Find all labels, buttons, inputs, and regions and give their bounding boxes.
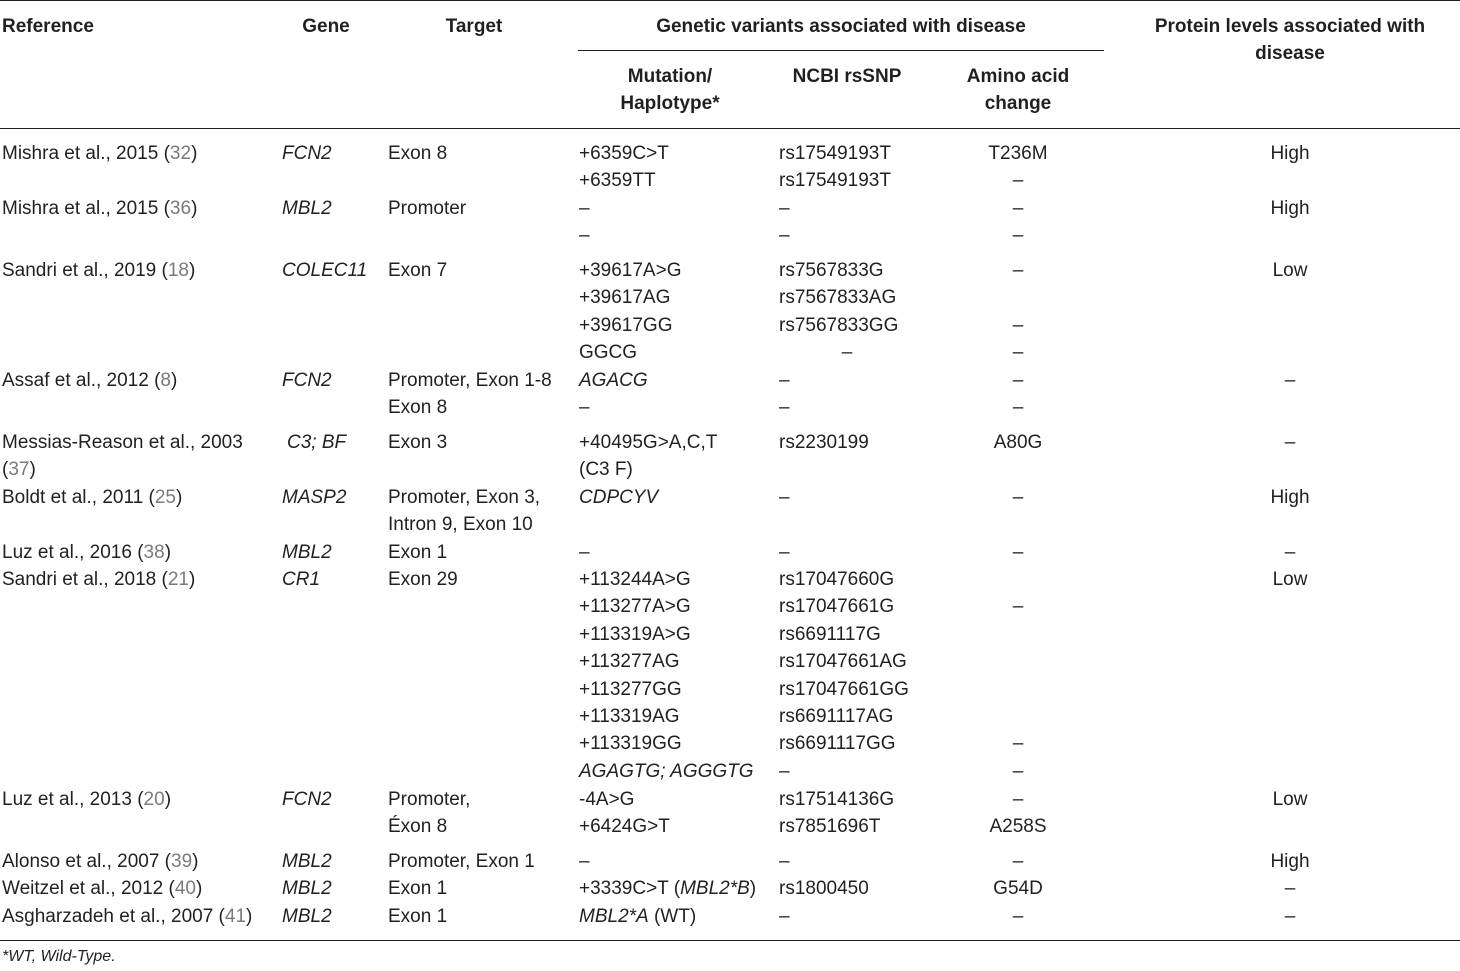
ncbi-cell: – [779, 542, 790, 563]
amino-acid-cell: T236M [988, 143, 1048, 164]
mutation-part: ) [749, 878, 757, 899]
mutation-cell: +6424G>T [579, 816, 670, 838]
citation-link[interactable]: 38 [143, 542, 165, 563]
amino-acid-cell: – [1012, 851, 1024, 872]
gene-cell: MBL2 [282, 878, 332, 899]
header-mutation [580, 63, 760, 117]
reference-cell [2, 903, 252, 930]
amino-acid-cell: A258S [989, 816, 1047, 838]
reference-cell [2, 539, 171, 566]
amino-acid-cell: A80G [993, 432, 1043, 453]
ncbi-cell: – [779, 487, 790, 508]
variants-underline [578, 50, 1104, 51]
mutation-cell: +6359TT [579, 170, 656, 192]
ncbi-cell: rs6691117G [779, 623, 881, 645]
amino-acid-cell: – [1012, 198, 1024, 219]
citation-link[interactable]: 18 [167, 260, 189, 281]
reference-text: Assaf et al., 2012 ( [2, 370, 161, 391]
citation-link[interactable]: 40 [174, 878, 196, 899]
citation-close: ) [246, 906, 253, 927]
mutation-cell: – [579, 225, 590, 247]
amino-acid-cell: – [1012, 906, 1024, 927]
header-amino-text: Amino acid change [966, 66, 1070, 114]
reference-cell [2, 195, 197, 222]
protein-level-cell: High [1270, 851, 1310, 872]
target-cell: Exon 3 [388, 432, 448, 453]
amino-acid-cell: – [1012, 760, 1024, 782]
citation-link[interactable]: 41 [224, 906, 247, 927]
header-protein-text: Protein levels associated with disease [1154, 16, 1426, 64]
reference-cell [2, 786, 171, 813]
mutation-cell: +40495G>A,C,T [579, 432, 718, 453]
protein-level-cell: – [1284, 542, 1296, 563]
gene-cell: FCN2 [282, 143, 332, 164]
target-cell: Promoter, Exon 1-8 Exon 8 [388, 370, 552, 419]
reference-text: Boldt et al., 2011 ( [2, 487, 155, 508]
mutation-cell: +113277GG [579, 678, 682, 700]
protein-level-cell: – [1284, 432, 1296, 453]
protein-level-cell: Low [1272, 789, 1308, 810]
amino-acid-cell: – [1012, 370, 1024, 391]
ncbi-cell: rs7567833GG [779, 314, 899, 336]
gene-cell: MBL2 [282, 542, 332, 563]
reference-text: Weitzel et al., 2012 ( [2, 878, 175, 899]
mutation-part: MBL2*B [680, 878, 750, 899]
citation-close: ) [191, 143, 198, 164]
ncbi-cell: rs2230199 [779, 432, 869, 453]
header-gene: Gene [302, 16, 350, 37]
gene-cell: MBL2 [282, 851, 332, 872]
target-cell: Exon 1 [388, 542, 448, 563]
protein-level-cell: – [1284, 878, 1296, 899]
target-cell: Exon 8 [388, 143, 448, 164]
target-cell: Exon 29 [388, 569, 458, 590]
mutation-cell [579, 875, 756, 902]
citation-link[interactable]: 21 [167, 569, 189, 590]
header-bottom-rule [0, 128, 1460, 129]
mutation-cell: – [579, 397, 590, 419]
citation-close: ) [164, 542, 172, 563]
ncbi-cell: – [779, 370, 790, 391]
mutation-cell: +113319AG [579, 706, 680, 727]
ncbi-cell: rs1800450 [779, 878, 869, 899]
header-amino [938, 63, 1098, 117]
header-protein [1120, 13, 1460, 67]
protein-level-cell: High [1270, 143, 1310, 164]
citation-close: ) [188, 569, 196, 590]
amino-acid-cell: – [1012, 314, 1024, 336]
ncbi-cell: – [841, 342, 853, 364]
protein-level-cell: – [1284, 370, 1296, 391]
ncbi-cell: rs17514136G [779, 789, 895, 810]
table-bottom-rule [0, 940, 1460, 941]
target-cell: Exon 1 [388, 878, 448, 899]
ncbi-cell: – [779, 851, 790, 872]
ncbi-cell: rs6691117GG [779, 733, 896, 755]
reference-cell [2, 429, 243, 484]
citation-close: ) [175, 487, 183, 508]
protein-level-cell: Low [1272, 260, 1308, 281]
citation-link[interactable]: 8 [160, 370, 171, 391]
reference-cell [2, 484, 182, 511]
mutation-cell: +39617A>G [579, 260, 682, 281]
target-cell: Promoter [388, 198, 467, 219]
mutation-part: +3339C>T ( [579, 878, 681, 899]
mutation-cell: +113319A>G [579, 623, 691, 645]
header-genetic-variants: Genetic variants associated with disease [656, 16, 1026, 37]
mutation-part: MBL2*A [579, 906, 649, 927]
mutation-cell: (C3 F) [579, 459, 633, 481]
amino-acid-cell: – [1012, 397, 1024, 419]
citation-close: ) [164, 789, 172, 810]
mutation-cell: GGCG [579, 342, 638, 364]
gene-cell: COLEC11 [282, 260, 368, 281]
mutation-cell: – [579, 198, 590, 219]
mutation-cell: +39617AG [579, 287, 671, 309]
citation-link[interactable]: 36 [169, 198, 192, 219]
reference-text: Asgharzadeh et al., 2007 ( [2, 906, 225, 927]
ncbi-cell: rs7567833G [779, 260, 884, 281]
gene-cell: MBL2 [282, 198, 332, 219]
amino-acid-cell: – [1012, 542, 1024, 563]
ncbi-cell: rs17047661GG [779, 678, 909, 700]
citation-close: ) [196, 878, 203, 899]
ncbi-cell: rs17549193T [779, 170, 891, 192]
target-cell: Promoter, Exon 3, Intron 9, Exon 10 [388, 487, 541, 536]
header-reference: Reference [2, 16, 94, 37]
mutation-cell: – [579, 542, 590, 563]
mutation-cell: AGAGTG; AGGGTG [579, 760, 754, 782]
ncbi-cell: rs17047661AG [779, 651, 907, 673]
top-rule [0, 0, 1460, 1]
header-target: Target [445, 16, 503, 37]
mutation-cell: +113319GG [579, 733, 682, 755]
ncbi-cell: – [779, 225, 790, 247]
mutation-cell: -4A>G [579, 789, 635, 810]
ncbi-cell: – [779, 906, 790, 927]
reference-text: Luz et al., 2016 ( [2, 542, 144, 563]
target-cell: Promoter, Éxon 8 [388, 789, 471, 838]
mutation-cell: +113277AG [579, 651, 680, 673]
reference-cell [2, 848, 198, 875]
gene-cell: CR1 [282, 569, 321, 590]
mutation-part: (WT) [648, 906, 697, 927]
ncbi-cell: rs17549193T [779, 143, 891, 164]
amino-acid-cell: – [1012, 596, 1024, 618]
ncbi-cell: rs7851696T [779, 816, 881, 838]
citation-link[interactable]: 20 [143, 789, 165, 810]
mutation-cell: +113244A>G [579, 569, 691, 590]
citation-close: ) [29, 459, 36, 481]
header-mutation-text: Mutation/ Haplotype* [620, 66, 720, 114]
mutation-cell [579, 903, 696, 930]
reference-text: Mishra et al., 2015 ( [2, 198, 170, 219]
mutation-cell: – [579, 851, 590, 872]
amino-acid-cell: – [1012, 487, 1024, 508]
citation-link[interactable]: 32 [169, 143, 192, 164]
mutation-cell: +39617GG [579, 314, 673, 336]
reference-text: Mishra et al., 2015 ( [2, 143, 170, 164]
citation-link[interactable]: 25 [154, 487, 176, 508]
citation-close: ) [191, 198, 198, 219]
ncbi-cell: – [779, 760, 790, 782]
citation-link[interactable]: 37 [8, 459, 30, 481]
mutation-cell: +6359C>T [579, 143, 669, 164]
gene-cell: MASP2 [282, 487, 347, 508]
citation-close: ) [188, 260, 196, 281]
citation-link[interactable]: 39 [171, 851, 193, 872]
mutation-cell: +113277A>G [579, 596, 691, 618]
reference-cell [2, 566, 195, 593]
amino-acid-cell: – [1012, 225, 1024, 247]
gene-cell: FCN2 [282, 789, 332, 810]
target-cell: Promoter, Exon 1 [388, 851, 535, 872]
reference-text: Sandri et al., 2019 ( [2, 260, 168, 281]
reference-text: Alonso et al., 2007 ( [2, 851, 171, 872]
protein-level-cell: – [1284, 906, 1296, 927]
protein-level-cell: Low [1272, 569, 1308, 590]
reference-cell [2, 367, 177, 394]
amino-acid-cell: – [1012, 342, 1024, 364]
amino-acid-cell: – [1012, 170, 1024, 192]
footnote: *WT, Wild-Type. [2, 948, 116, 965]
amino-acid-cell: – [1012, 789, 1024, 810]
gene-cell: C3; BF [287, 432, 347, 453]
reference-cell [2, 257, 195, 284]
protein-level-cell: High [1270, 487, 1310, 508]
reference-cell [2, 875, 202, 902]
protein-level-cell: High [1270, 198, 1310, 219]
header-ncbi: NCBI rsSNP [792, 66, 902, 87]
mutation-cell: AGACG [579, 370, 648, 391]
ncbi-cell: rs17047661G [779, 596, 895, 618]
mutation-cell: CDPCYV [579, 487, 659, 508]
amino-acid-cell: – [1012, 260, 1024, 281]
ncbi-cell: – [779, 397, 790, 419]
ncbi-cell: rs17047660G [779, 569, 895, 590]
target-cell: Exon 7 [388, 260, 448, 281]
amino-acid-cell: – [1012, 733, 1024, 755]
ncbi-cell: – [779, 198, 790, 219]
ncbi-cell: rs7567833AG [779, 287, 897, 309]
gene-cell: FCN2 [282, 370, 332, 391]
ncbi-cell: rs6691117AG [779, 706, 894, 727]
amino-acid-cell: G54D [993, 878, 1043, 899]
reference-text: Sandri et al., 2018 ( [2, 569, 168, 590]
gene-cell: MBL2 [282, 906, 332, 927]
reference-text: Luz et al., 2013 ( [2, 789, 144, 810]
citation-close: ) [192, 851, 199, 872]
target-cell: Exon 1 [388, 906, 448, 927]
reference-cell [2, 140, 197, 167]
reference-text: Messias-Reason et al., 2003 ( [2, 432, 243, 481]
citation-close: ) [171, 370, 178, 391]
